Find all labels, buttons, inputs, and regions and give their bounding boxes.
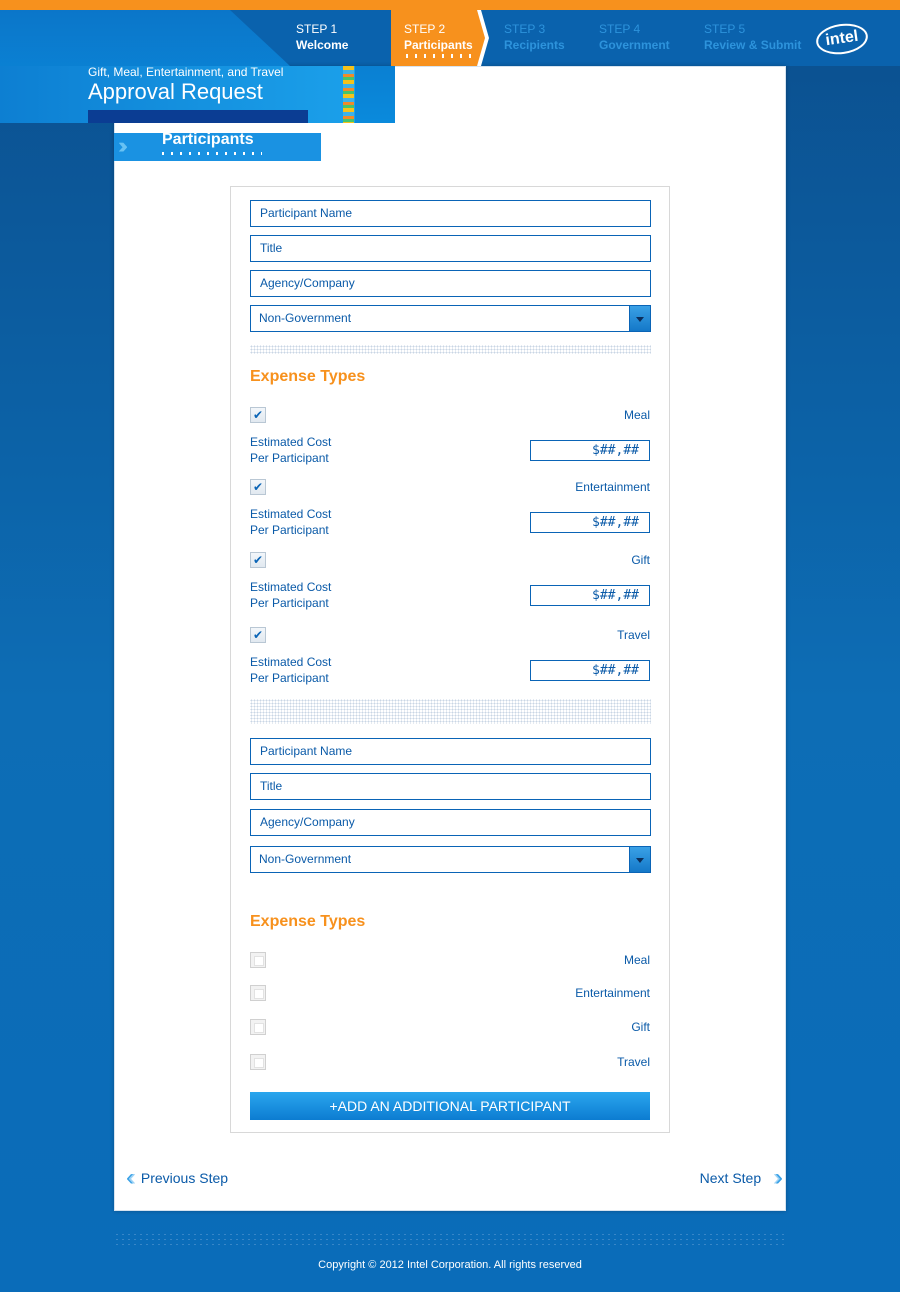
step-number: STEP 5 bbox=[704, 22, 746, 36]
step-number: STEP 4 bbox=[599, 22, 641, 36]
cost-label-line: Per Participant bbox=[250, 596, 329, 610]
header-stripe bbox=[88, 110, 308, 123]
title-input[interactable]: Title bbox=[250, 773, 651, 800]
chevron-left-icon: ‹‹ bbox=[126, 1164, 128, 1191]
cost-label-line: Estimated Cost bbox=[250, 435, 332, 449]
section-dots bbox=[162, 152, 262, 155]
title-input[interactable]: Title bbox=[250, 235, 651, 262]
cost-label-line: Estimated Cost bbox=[250, 580, 332, 594]
chevron-right-icon: ›› bbox=[773, 1164, 775, 1191]
previous-step-button[interactable] bbox=[126, 1164, 236, 1191]
cost-label-line: Per Participant bbox=[250, 671, 329, 685]
dotted-separator bbox=[250, 345, 651, 354]
estimated-cost-label bbox=[250, 434, 331, 466]
header-subtitle: Gift, Meal, Entertainment, and Travel bbox=[88, 65, 284, 79]
step-1[interactable] bbox=[296, 21, 348, 53]
meal-label: Meal bbox=[623, 408, 650, 422]
step-label: Review & Submit bbox=[704, 38, 802, 52]
chevron-down-icon[interactable] bbox=[629, 847, 650, 872]
cost-label-line: Per Participant bbox=[250, 451, 329, 465]
cost-label-line: Estimated Cost bbox=[250, 507, 332, 521]
section-title: Participants bbox=[162, 131, 254, 148]
active-step-dots bbox=[406, 54, 476, 58]
cost-label-line: Per Participant bbox=[250, 523, 329, 537]
next-step-label: Next Step bbox=[699, 1170, 762, 1186]
add-participant-button[interactable]: +ADD AN ADDITIONAL PARTICIPANT bbox=[250, 1092, 650, 1120]
step-label: Welcome bbox=[296, 38, 349, 52]
travel-checkbox[interactable] bbox=[250, 1054, 266, 1070]
step-number: STEP 1 bbox=[296, 22, 338, 36]
meal-checkbox[interactable] bbox=[250, 952, 266, 968]
step-4[interactable] bbox=[599, 21, 670, 53]
select-value: Non-Government bbox=[259, 311, 352, 325]
gift-label: Gift bbox=[631, 1020, 650, 1034]
step-label: Recipients bbox=[504, 38, 565, 52]
expense-types-heading: Expense Types bbox=[250, 368, 366, 385]
gift-checkbox[interactable]: ✔ bbox=[250, 552, 266, 568]
gift-checkbox[interactable] bbox=[250, 1019, 266, 1035]
gift-label: Gift bbox=[631, 553, 650, 567]
step-5[interactable] bbox=[704, 21, 801, 53]
chevron-left-icon: ‹ bbox=[127, 1164, 129, 1191]
step-label: Government bbox=[599, 38, 670, 52]
footer-dots bbox=[114, 1232, 786, 1246]
step-3[interactable] bbox=[504, 21, 565, 53]
step-number: STEP 3 bbox=[504, 22, 546, 36]
travel-label: Travel bbox=[617, 628, 650, 642]
government-type-select[interactable] bbox=[250, 305, 651, 332]
page-title: Approval Request bbox=[88, 79, 263, 104]
header-color-bar bbox=[343, 66, 354, 123]
estimated-cost-label bbox=[250, 654, 331, 686]
travel-label: Travel bbox=[617, 1055, 650, 1069]
estimated-cost-label bbox=[250, 506, 331, 538]
intel-logo[interactable]: intel bbox=[814, 21, 870, 58]
previous-step-label: Previous Step bbox=[140, 1170, 229, 1186]
entertainment-checkbox[interactable]: ✔ bbox=[250, 479, 266, 495]
participant-name-input[interactable]: Participant Name bbox=[250, 738, 651, 765]
copyright-footer: Copyright © 2012 Intel Corporation. All rights reserved bbox=[318, 1259, 582, 1271]
meal-checkbox[interactable]: ✔ bbox=[250, 407, 266, 423]
chevron-right-icon: › bbox=[775, 1164, 776, 1191]
entertainment-cost-input[interactable]: $##,## bbox=[530, 512, 650, 533]
dotted-separator bbox=[250, 699, 651, 724]
step-2-active[interactable] bbox=[404, 21, 473, 53]
cost-label-line: Estimated Cost bbox=[250, 655, 332, 669]
entertainment-label: Entertainment bbox=[575, 986, 650, 1000]
step-number: STEP 2 bbox=[404, 22, 446, 36]
chevron-down-icon[interactable] bbox=[629, 306, 650, 331]
select-value: Non-Government bbox=[259, 852, 352, 866]
agency-company-input[interactable]: Agency/Company bbox=[250, 270, 651, 297]
travel-checkbox[interactable]: ✔ bbox=[250, 627, 266, 643]
meal-label: Meal bbox=[623, 953, 650, 967]
step-label: Participants bbox=[404, 38, 473, 52]
travel-cost-input[interactable]: $##,## bbox=[530, 660, 650, 681]
gift-cost-input[interactable]: $##,## bbox=[530, 585, 650, 606]
estimated-cost-label bbox=[250, 579, 331, 611]
entertainment-checkbox[interactable] bbox=[250, 985, 266, 1001]
government-type-select[interactable] bbox=[250, 846, 651, 873]
expense-types-heading: Expense Types bbox=[250, 913, 366, 930]
chevron-right-icon: ››› bbox=[118, 133, 122, 158]
entertainment-label: Entertainment bbox=[575, 480, 650, 494]
agency-company-input[interactable]: Agency/Company bbox=[250, 809, 651, 836]
meal-cost-input[interactable]: $##,## bbox=[530, 440, 650, 461]
next-step-button[interactable] bbox=[692, 1164, 776, 1191]
top-accent-strip bbox=[0, 0, 900, 10]
participant-name-input[interactable]: Participant Name bbox=[250, 200, 651, 227]
